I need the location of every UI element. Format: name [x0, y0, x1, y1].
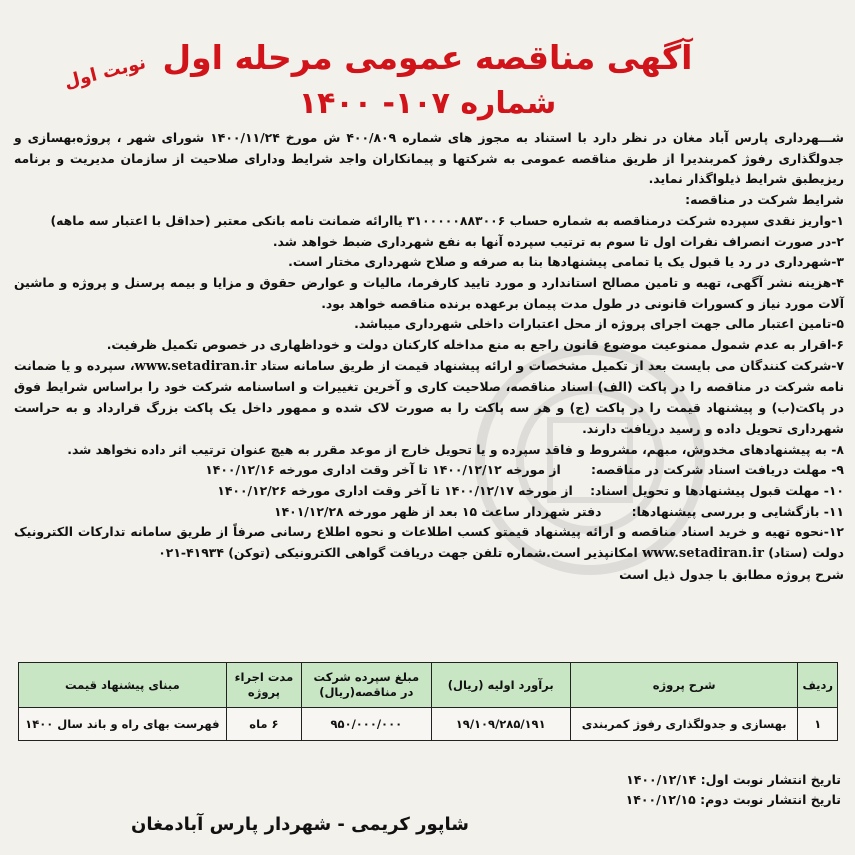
col-header-row-number: ردیف	[798, 663, 838, 708]
condition-item-12	[14, 522, 844, 564]
conditions-heading: شرایط شرکت در مناقصه:	[685, 192, 844, 208]
condition-7-text-rest: ، سپرده و یا ضمانت نامه شرکت در مناقصه را در پاکت (الف) اسناد مناقصه، صلاحیت کاری و آخرین تغییرات و اساسنامه شرکت خود را براساس شرایط فوق در پاکت(ب) و پیشنهاد قیمت را در پاکت (ج) و هر سه پاکت را به صورت لاک شده و ممهور داخل یک پاکت بزرگ قرارداد و به حراست شهرداری تحویل داده و رسید دریافت دارند.	[14, 357, 844, 436]
table-header-row	[19, 663, 838, 708]
cell-deposit: ۹۵۰/۰۰۰/۰۰۰	[302, 708, 431, 741]
second-publication-date: تاریخ انتشار نوبت دوم: ۱۴۰۰/۱۲/۱۵	[625, 792, 841, 807]
cell-description: بهسازی و جدولگذاری رفوژ کمربندی	[570, 708, 798, 741]
condition-item-9	[14, 460, 844, 481]
col-header-pricing-basis: مبنای پیشنهاد قیمت	[19, 663, 227, 708]
condition-item: ۳-شهرداری در رد یا قبول یک یا تمامی پیشنهادها بنا به صرفه و صلاح شهرداری مختار است.	[288, 254, 844, 270]
condition-item: ۶-اقرار به عدم شمول ممنوعیت موضوع قانون راجع به منع مداخله کارکنان دولت و خوداظهاری در خصوص تکمیل ظرفیت.	[106, 337, 844, 353]
mayor-signature: شاپور کریمی - شهردار پارس آبادمغان	[131, 814, 469, 835]
condition-11-label: ۱۱- بازگشایی و بررسی پیشنهادها:	[631, 503, 844, 519]
setad-site-link[interactable]: www.setadiran.ir	[134, 358, 257, 374]
cell-estimate: ۱۹/۱۰۹/۲۸۵/۱۹۱	[431, 708, 570, 741]
notice-title: آگهی مناقصه عمومی مرحله اول	[162, 38, 693, 77]
col-header-estimate: برآورد اولیه (ریال)	[431, 663, 570, 708]
first-publication-date: تاریخ انتشار نوبت اول: ۱۴۰۰/۱۲/۱۴	[626, 772, 841, 787]
condition-item-10	[14, 481, 844, 502]
condition-12-text-rest: امکانپذیر است.شماره تلفن جهت دریافت گواهی الکترونیکی (توکن) ۴۱۹۳۴-۰۲۱	[158, 545, 643, 561]
col-header-deposit: مبلغ سپرده شرکت در مناقصه(ریال)	[302, 663, 431, 708]
publication-dates	[441, 770, 841, 810]
notice-number: شماره ۱۰۷- ۱۴۰۰	[298, 86, 557, 121]
condition-9-value: از مورخه ۱۴۰۰/۱۲/۱۲ تا آخر وقت اداری مورخه ۱۴۰۰/۱۲/۱۶	[205, 462, 561, 478]
table-heading: شرح پروژه مطابق با جدول ذیل است	[619, 566, 844, 582]
condition-9-label: ۹- مهلت دریافت اسناد شرکت در مناقصه:	[590, 462, 844, 478]
cell-duration: ۶ ماه	[226, 708, 301, 741]
condition-item: ۱-واریز نقدی سپرده شرکت درمناقصه به شماره حساب ۳۱۰۰۰۰۰۸۸۳۰۰۶ یاارائه ضمانت نامه بانکی معتبر (حداقل با اعتبار سه ماهه)	[50, 212, 844, 228]
condition-item-7	[14, 356, 844, 440]
condition-11-value: دفتر شهردار ساعت ۱۵ بعد از ظهر مورخه ۱۴۰۱/۱۲/۲۸	[274, 503, 602, 519]
setad-site-link[interactable]: www.setadiran.ir	[642, 546, 764, 562]
col-header-description: شرح پروژه	[570, 663, 798, 708]
condition-item-11	[14, 502, 844, 523]
condition-7-text: ۷-شرکت کنندگان می بایست بعد از تکمیل مشخصات و ارائه پیشنهاد قیمت از طریق سامانه ستاد	[256, 357, 844, 373]
condition-item: ۲-در صورت انصراف نفرات اول تا سوم به ترتیب سپرده آنها به نفع شهرداری ضبط خواهد شد.	[272, 233, 844, 249]
col-header-duration: مدت اجراء پروژه	[226, 663, 301, 708]
intro-paragraph: شـــهرداری پارس آباد مغان در نظر دارد با استناد به مجوز های شماره ۴۰۰/۸۰۹ ش مورخ ۱۴۰۰/۱۱/۲۴ شورای شهر ، پروژه‌بهسازی و جدولگذاری رفوژ کمربندیرا از طریق مناقصه عمومی به شرکتها و پیمانکاران واجد شرایط ودارای صلاحیت از سازمان مدیریت و برنامه ریزیطبق شرایط ذیلواگذار نماید.	[14, 130, 844, 187]
project-table	[18, 662, 838, 741]
condition-10-value: از مورخه ۱۴۰۰/۱۲/۱۷ تا آخر وقت اداری مورخه ۱۴۰۰/۱۲/۲۶	[217, 482, 573, 498]
condition-item: ۵-تامین اعتبار مالی جهت اجرای پروژه از محل اعتبارات داخلی شهرداری میباشد.	[354, 316, 844, 332]
condition-item: ۸- به پیشنهادهای مخدوش، مبهم، مشروط و فاقد سپرده و یا تحویل خارج از موعد مقرر به هیچ عنوان ترتیب اثر داده نخواهد شد.	[67, 441, 844, 457]
notice-body	[14, 128, 844, 585]
condition-12-text: ۱۲-نحوه تهیه و خرید اسناد مناقصه و ارائه پیشنهاد قیمتو کسب اطلاعات و نحوه اطلاع رسانی صرفاً از طریق سامانه تدارکات الکترونیک دولت (ستاد)	[14, 524, 844, 561]
cell-pricing-basis: فهرست بهای راه و باند سال ۱۴۰۰	[19, 708, 227, 741]
cell-row-number: ۱	[798, 708, 838, 741]
condition-10-label: ۱۰- مهلت قبول پیشنهادها و تحویل اسناد:	[590, 482, 844, 498]
table-row	[19, 708, 838, 741]
round-badge: نوبت اول	[62, 52, 148, 93]
condition-item: ۴-هزینه نشر آگهی، تهیه و تامین مصالح استاندارد و مورد تایید کارفرما، مالیات و عوارض حقوق و مزایا و بیمه پرسنل و پروژه و ماشین آلات مورد نیاز و کسورات قانونی در طول مدت پیمان برعهده برنده مناقصه خواهد بود.	[14, 274, 844, 311]
